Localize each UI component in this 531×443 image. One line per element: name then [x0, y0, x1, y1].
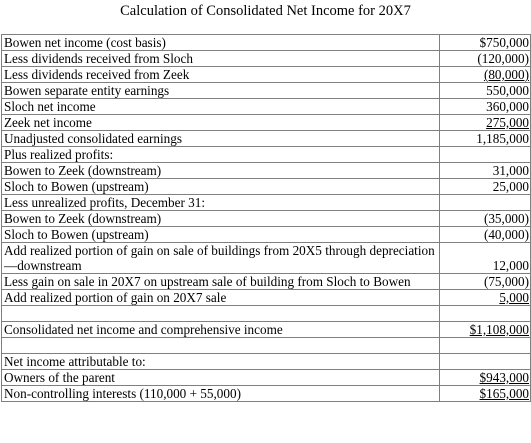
row-label: Bowen separate entity earnings: [2, 83, 440, 99]
row-amount: 360,000: [440, 99, 531, 115]
table-row: [2, 35, 531, 51]
row-label: Sloch to Bowen (upstream): [2, 227, 440, 243]
section-label: Net income attributable to:: [2, 354, 440, 370]
amount-double-underlined: $943,000: [479, 370, 529, 385]
row-amount: 550,000: [440, 83, 531, 99]
table-row: [2, 67, 531, 83]
amount-double-underlined: $1,108,000: [469, 322, 529, 337]
table-row: [2, 227, 531, 243]
table-row: [2, 179, 531, 195]
table-row-blank: [2, 338, 531, 354]
row-label: Less dividends received from Sloch: [2, 51, 440, 67]
amount-underlined: 5,000: [499, 290, 529, 305]
section-label: Plus realized profits:: [2, 147, 440, 163]
total-amount: [440, 322, 531, 338]
table-row: [2, 147, 531, 163]
table-row: [2, 370, 531, 386]
row-amount: [440, 290, 531, 306]
row-label: Unadjusted consolidated earnings: [2, 131, 440, 147]
row-amount: 12,000: [440, 243, 531, 274]
row-label: Add realized portion of gain on sale of buildings from 20X5 through depreciation—downstream: [2, 243, 440, 274]
row-label: Owners of the parent: [2, 370, 440, 386]
amount-double-underlined: $165,000: [479, 386, 529, 401]
row-amount: [440, 67, 531, 83]
row-amount: [440, 386, 531, 402]
amount-underlined: (80,000): [483, 67, 529, 82]
total-label: Consolidated net income and comprehensive income: [2, 322, 440, 338]
row-label: Bowen net income (cost basis): [2, 35, 440, 51]
table-row: [2, 195, 531, 211]
row-label: Bowen to Zeek (downstream): [2, 163, 440, 179]
row-amount: [440, 147, 531, 163]
blank-cell: [440, 338, 531, 354]
row-label: Less gain on sale in 20X7 on upstream sale of building from Sloch to Bowen: [2, 274, 440, 290]
row-amount: $750,000: [440, 35, 531, 51]
row-amount: 31,000: [440, 163, 531, 179]
blank-cell: [2, 338, 440, 354]
table-row: [2, 243, 531, 274]
row-label: Sloch net income: [2, 99, 440, 115]
consolidated-net-income-table: [1, 34, 531, 402]
table-row: [2, 211, 531, 227]
row-amount: (120,000): [440, 51, 531, 67]
table-row: [2, 386, 531, 402]
row-label: Bowen to Zeek (downstream): [2, 211, 440, 227]
amount-underlined: 275,000: [486, 115, 529, 130]
row-amount: [440, 195, 531, 211]
page-title: Calculation of Consolidated Net Income for 20X7: [120, 3, 411, 19]
blank-cell: [440, 306, 531, 322]
table-row: [2, 131, 531, 147]
blank-cell: [2, 306, 440, 322]
row-label: Less dividends received from Zeek: [2, 67, 440, 83]
row-amount: [440, 354, 531, 370]
table-row: [2, 354, 531, 370]
table-row: [2, 51, 531, 67]
row-label: Non-controlling interests (110,000 + 55,000): [2, 386, 440, 402]
table-row-total: [2, 322, 531, 338]
row-label: Add realized portion of gain on 20X7 sale: [2, 290, 440, 306]
section-label: Less unrealized profits, December 31:: [2, 195, 440, 211]
row-label: Sloch to Bowen (upstream): [2, 179, 440, 195]
row-amount: 25,000: [440, 179, 531, 195]
row-amount: (40,000): [440, 227, 531, 243]
row-amount: (35,000): [440, 211, 531, 227]
table-row: [2, 274, 531, 290]
row-label: Zeek net income: [2, 115, 440, 131]
row-amount: (75,000): [440, 274, 531, 290]
table-row: [2, 115, 531, 131]
row-amount: [440, 115, 531, 131]
table-row: [2, 83, 531, 99]
table-row-blank: [2, 306, 531, 322]
row-amount: [440, 370, 531, 386]
table-row: [2, 99, 531, 115]
table-row: [2, 163, 531, 179]
table-row: [2, 290, 531, 306]
row-amount: 1,185,000: [440, 131, 531, 147]
